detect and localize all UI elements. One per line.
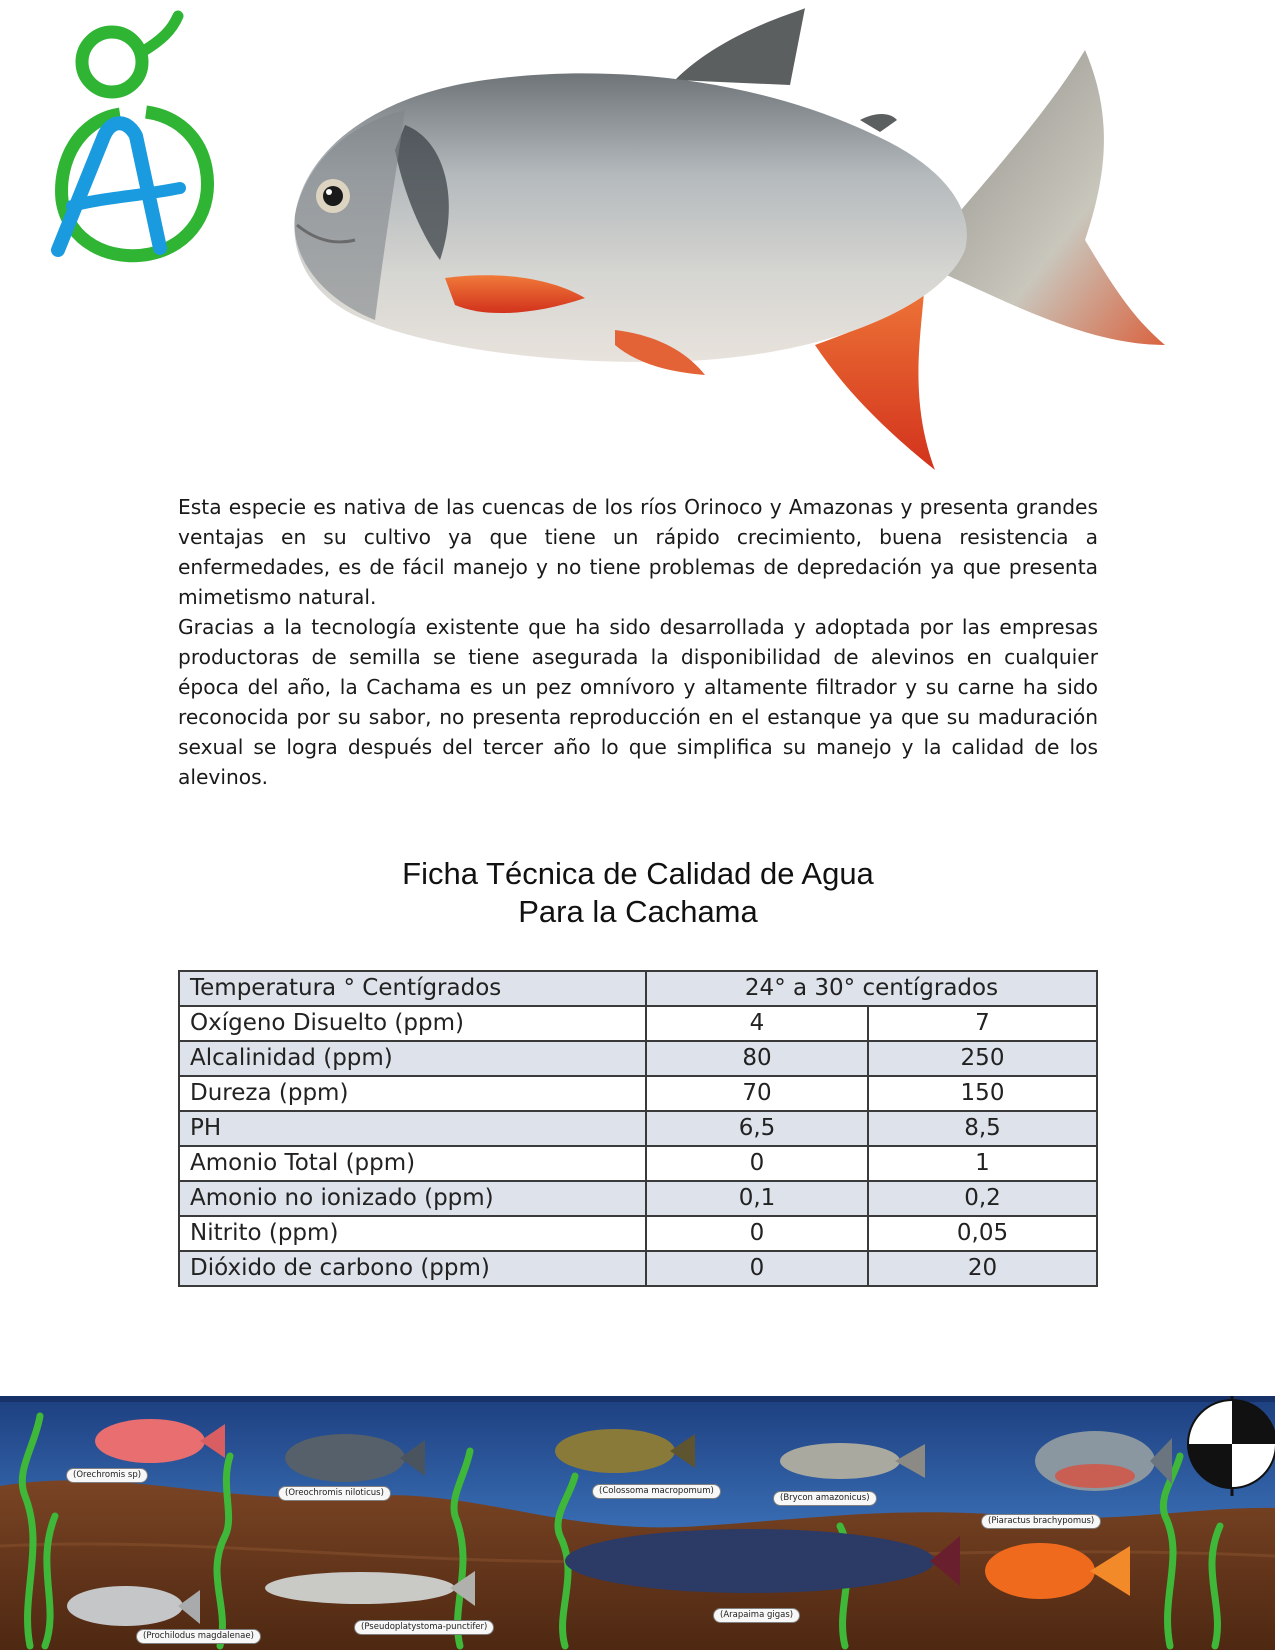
max-cell: 1 [868,1146,1097,1181]
max-cell: 0,05 [868,1216,1097,1251]
aquarium-species-banner [0,1396,1275,1650]
species-label: (Brycon amazonicus) [773,1491,877,1506]
min-cell: 4 [646,1006,868,1041]
max-cell: 0,2 [868,1181,1097,1216]
param-cell: PH [179,1111,646,1146]
max-cell: 20 [868,1251,1097,1286]
description-paragraph-2: Gracias a la tecnología existente que ha sido desarrollada y adoptada por las empresas productoras de semilla se tiene asegurada la disponibilidad de alevinos en cualquier época del año, la Cachama es un pez omnívoro y altamente filtrador y su carne ha sido reconocida por su sabor, no presenta reproducción en el estanque ya que su maduración sexual se logra después del tercer año lo que simplifica su manejo y la calidad de los alevinos. [178,615,1098,789]
param-cell: Dureza (ppm) [179,1076,646,1111]
min-cell: 70 [646,1076,868,1111]
table-row [179,1146,1097,1181]
species-label: (Orechromis sp) [66,1468,148,1483]
param-cell: Alcalinidad (ppm) [179,1041,646,1076]
param-cell: Amonio no ionizado (ppm) [179,1181,646,1216]
temperature-range-cell: 24° a 30° centígrados [646,971,1097,1006]
species-label: (Piaractus brachypomus) [981,1514,1101,1529]
param-cell: Temperatura ° Centígrados [179,971,646,1006]
sheet-title [178,855,1098,931]
min-cell: 0 [646,1251,868,1286]
species-label: (Oreochromis niloticus) [278,1486,391,1501]
table-row [179,1216,1097,1251]
description-paragraph-1: Esta especie es nativa de las cuencas de los ríos Orinoco y Amazonas y presenta grandes ventajas en su cultivo ya que tiene un rápido crecimiento, buena resistencia a enfermedades, es de fácil manejo y no tiene problemas de depredación ya que presenta mimetismo natural. [178,495,1098,609]
species-label: (Colossoma macropomum) [592,1484,721,1499]
min-cell: 0,1 [646,1181,868,1216]
cachama-fish-illustration [285,0,1215,490]
table-row [179,1076,1097,1111]
species-label: (Pseudoplatystoma-punctifer) [354,1620,494,1635]
sheet-title-line-1: Ficha Técnica de Calidad de Agua [402,856,874,891]
min-cell: 0 [646,1216,868,1251]
max-cell: 250 [868,1041,1097,1076]
logo-mark [50,10,220,265]
table-row [179,1006,1097,1041]
max-cell: 8,5 [868,1111,1097,1146]
min-cell: 0 [646,1146,868,1181]
param-cell: Oxígeno Disuelto (ppm) [179,1006,646,1041]
table-row [179,1251,1097,1286]
param-cell: Dióxido de carbono (ppm) [179,1251,646,1286]
param-cell: Amonio Total (ppm) [179,1146,646,1181]
param-cell: Nitrito (ppm) [179,1216,646,1251]
species-label: (Arapaima gigas) [713,1608,800,1623]
table-row [179,971,1097,1006]
species-description [178,492,1098,792]
table-row [179,1111,1097,1146]
max-cell: 150 [868,1076,1097,1111]
min-cell: 80 [646,1041,868,1076]
min-cell: 6,5 [646,1111,868,1146]
water-quality-table [178,970,1098,1287]
table-row [179,1041,1097,1076]
max-cell: 7 [868,1006,1097,1041]
sheet-title-line-2: Para la Cachama [518,894,758,929]
table-row [179,1181,1097,1216]
species-label: (Prochilodus magdalenae) [136,1629,261,1644]
